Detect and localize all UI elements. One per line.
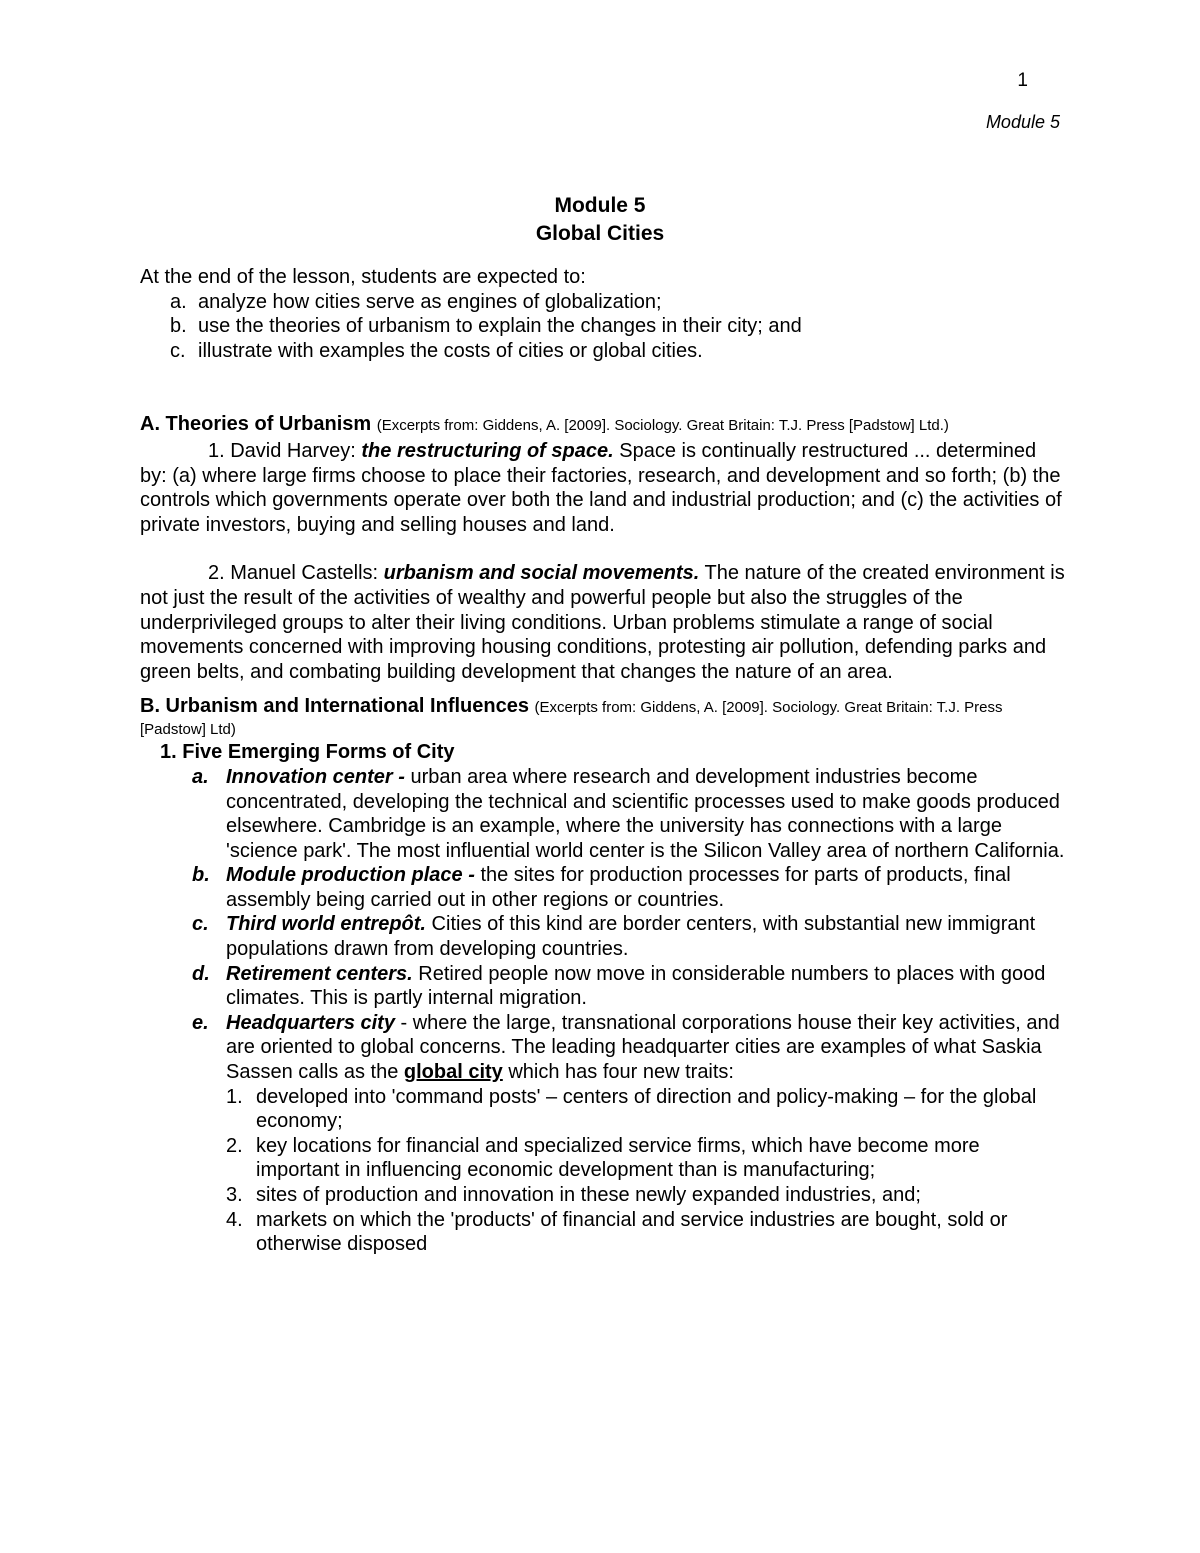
trait-item bbox=[226, 1183, 1068, 1208]
city-form-item bbox=[140, 962, 1068, 1011]
harvey-concept: the restructuring of space. bbox=[361, 439, 614, 462]
trait-item bbox=[226, 1208, 1068, 1257]
city-form-text: - where the large, transnational corporations house their key activities, and are oriented to global concerns. The leading headquarter cities are examples of what Saskia Sassen calls as the bbox=[226, 1011, 1060, 1084]
city-forms-list bbox=[140, 765, 1068, 1257]
section-b-citation: (Excerpts from: Giddens, A. [2009]. Sociology. Great Britain: T.J. Press [Padstow] Ltd) bbox=[140, 699, 1003, 739]
city-form-term: Retirement centers. bbox=[226, 962, 413, 985]
trait-text: sites of production and innovation in these newly expanded industries, and; bbox=[256, 1184, 921, 1206]
trait-label: 3. bbox=[226, 1184, 243, 1206]
objective-item bbox=[140, 290, 1068, 315]
global-city-traits-list bbox=[226, 1085, 1068, 1257]
city-form-item bbox=[140, 765, 1068, 863]
section-a-heading-line bbox=[140, 412, 1068, 439]
city-form-term: Innovation center - bbox=[226, 765, 405, 788]
city-form-text: Retired people now move in considerable numbers to places with good climates. This is partly internal migration. bbox=[226, 962, 1046, 1010]
city-form-label: a. bbox=[192, 765, 209, 788]
harvey-text: Space is continually restructured ... determined by: (a) where large firms choose to place their factories, research, and development and so forth; (b) the controls which governments operate over both the land and industrial production; and (c) the activities of private investors, buying and selling houses and land. bbox=[140, 439, 1062, 536]
city-form-item bbox=[140, 863, 1068, 912]
trait-text: developed into 'command posts' – centers of direction and policy-making – for the global economy; bbox=[256, 1085, 1037, 1133]
trait-label: 2. bbox=[226, 1134, 243, 1157]
title-line-1: Module 5 bbox=[554, 194, 646, 217]
objective-label: c. bbox=[170, 339, 186, 362]
section-a-citation: (Excerpts from: Giddens, A. [2009]. Sociology. Great Britain: T.J. Press [Padstow] Ltd.) bbox=[376, 417, 949, 435]
objective-text: illustrate with examples the costs of cities or global cities. bbox=[198, 339, 703, 362]
castells-lead: 2. Manuel Castells: bbox=[208, 562, 384, 585]
city-form-term: Third world entrepôt. bbox=[226, 913, 426, 936]
castells-paragraph bbox=[140, 561, 1068, 684]
city-form-item bbox=[140, 1011, 1068, 1257]
objective-label: a. bbox=[170, 290, 187, 313]
harvey-lead: 1. David Harvey: bbox=[208, 439, 362, 462]
city-form-term: Headquarters city bbox=[226, 1011, 395, 1034]
city-form-label: b. bbox=[192, 864, 210, 887]
city-form-text: urban area where research and development industries become concentrated, developing the technical and scientific processes used to make goods produced elsewhere. Cambridge is an example, where the university has connections with a large 'science park'. The most influential world center is the Silicon Valley area of northern California. bbox=[226, 765, 1065, 862]
trait-label: 1. bbox=[226, 1085, 243, 1108]
trait-item bbox=[226, 1085, 1068, 1134]
city-form-text-end: which has four new traits: bbox=[502, 1061, 734, 1084]
city-form-term: Module production place - bbox=[226, 864, 475, 887]
objective-label: b. bbox=[170, 315, 187, 338]
page-number: 1 bbox=[1017, 70, 1028, 91]
section-b-heading-line bbox=[140, 696, 1068, 740]
city-form-label: e. bbox=[192, 1011, 209, 1034]
section-b-subheading: 1. Five Emerging Forms of City bbox=[160, 741, 455, 764]
city-form-label: c. bbox=[192, 913, 209, 936]
global-city-term: global city bbox=[403, 1061, 503, 1084]
city-form-item bbox=[140, 912, 1068, 961]
section-b-heading: B. Urbanism and International Influences bbox=[140, 695, 529, 718]
trait-text: markets on which the 'products' of financial and service industries are bought, sold or otherwise disposed bbox=[256, 1208, 1008, 1256]
title-line-2: Global Cities bbox=[535, 222, 665, 245]
castells-text: The nature of the created environment is not just the result of the activities of wealthy and powerful people but also the struggles of the underprivileged groups to alter their living conditions. Urban problems stimulate a range of social movements concerned with improving housing conditions, protesting air pollution, defending parks and green belts, and combating building development that changes the nature of an area. bbox=[140, 562, 1065, 683]
objectives-list bbox=[140, 290, 1068, 364]
objective-item bbox=[140, 339, 1068, 364]
document-title bbox=[0, 192, 1200, 248]
trait-text: key locations for financial and specialized service firms, which have become more important in influencing economic development than is manufacturing; bbox=[256, 1134, 980, 1182]
objectives-intro: At the end of the lesson, students are expected to: bbox=[140, 266, 586, 288]
section-a-heading: A. Theories of Urbanism bbox=[140, 413, 372, 436]
trait-label: 4. bbox=[226, 1208, 243, 1231]
document-body bbox=[140, 265, 1068, 1257]
harvey-paragraph bbox=[140, 439, 1068, 537]
trait-item bbox=[226, 1134, 1068, 1183]
city-form-text: the sites for production processes for parts of products, final assembly being carried out in other regions or countries. bbox=[226, 864, 1011, 911]
objective-text: use the theories of urbanism to explain the changes in their city; and bbox=[198, 315, 802, 338]
running-head: Module 5 bbox=[985, 112, 1060, 132]
objective-item bbox=[140, 314, 1068, 339]
objective-text: analyze how cities serve as engines of globalization; bbox=[198, 290, 662, 313]
city-form-label: d. bbox=[192, 962, 210, 985]
castells-concept: urbanism and social movements. bbox=[383, 562, 700, 585]
city-form-text: Cities of this kind are border centers, with substantial new immigrant populations drawn from developing countries. bbox=[226, 913, 1036, 961]
